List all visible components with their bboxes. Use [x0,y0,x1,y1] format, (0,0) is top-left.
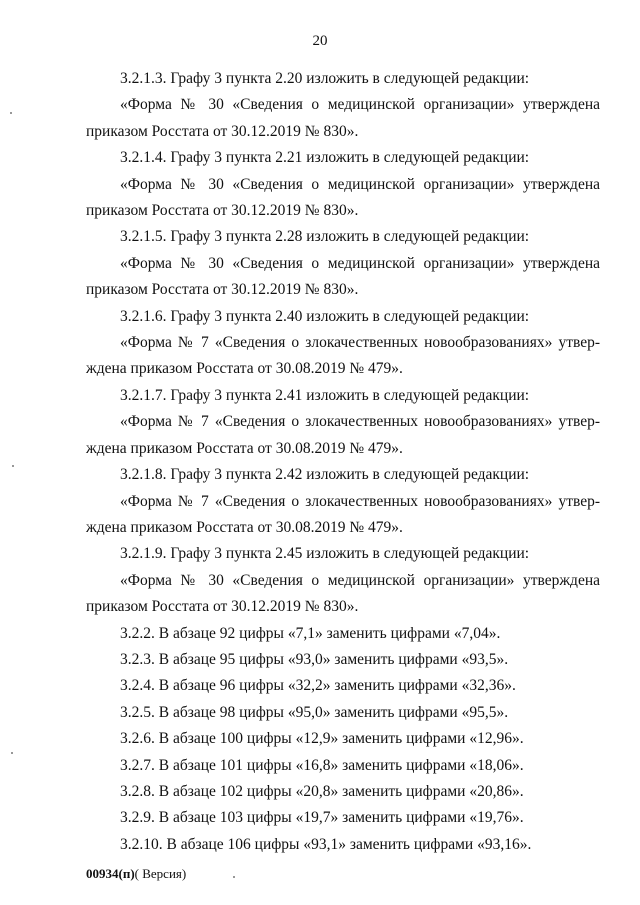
scan-speck [10,112,12,114]
paragraph: 3.2.3. В абзаце 95 цифры «93,0» заменить цифрами «93,5». [120,650,509,668]
paragraph: 3.2.1.4. Графу 3 пункта 2.21 изложить в следующей редакции: [120,149,530,167]
paragraph: «Форма № 7 «Сведения о злокачественных новообразованиях» утверждена приказом Росстата от 30.08.2019 № 479». [86,492,600,536]
paragraph: 3.2.1.7. Графу 3 пункта 2.41 изложить в следующей редакции: [120,386,530,404]
scan-speck [11,752,13,754]
document-version: ( Версия) [134,866,187,881]
paragraph: 3.2.7. В абзаце 101 цифры «16,8» заменить цифрами «18,06». [120,756,524,774]
paragraph: «Форма № 30 «Сведения о медицинской организации» утверждена приказом Росстата от 30.12.2019 № 830». [86,571,600,616]
paragraph: 3.2.6. В абзаце 100 цифры «12,9» заменить цифрами «12,96». [120,730,524,748]
page-number: 20 [312,33,328,49]
document-code: 00934(п) [86,866,135,881]
paragraph: 3.2.1.8. Графу 3 пункта 2.42 изложить в следующей редакции: [120,466,530,484]
paragraph: 3.2.9. В абзаце 103 цифры «19,7» заменить цифрами «19,76». [120,809,524,827]
paragraph: 3.2.10. В абзаце 106 цифры «93,1» заменить цифрами «93,16». [120,835,532,853]
scan-speck [12,465,14,467]
paragraph: 3.2.8. В абзаце 102 цифры «20,8» заменить цифрами «20,86». [120,782,524,800]
paragraph: 3.2.2. В абзаце 92 цифры «7,1» заменить цифрами «7,04». [120,624,501,642]
paragraph: «Форма № 7 «Сведения о злокачественных новообразованиях» утверждена приказом Росстата от 30.08.2019 № 479». [86,413,600,457]
paragraph: 3.2.1.6. Графу 3 пункта 2.40 изложить в следующей редакции: [120,307,530,325]
paragraph: 3.2.4. В абзаце 96 цифры «32,2» заменить цифрами «32,36». [120,677,516,695]
document-footer [86,866,186,882]
paragraph: «Форма № 30 «Сведения о медицинской организации» утверждена приказом Росстата от 30.12.2019 № 830». [86,175,600,220]
paragraph: 3.2.1.3. Графу 3 пункта 2.20 изложить в следующей редакции: [120,70,530,87]
paragraph: 3.2.5. В абзаце 98 цифры «95,0» заменить цифрами «95,5». [120,703,509,721]
paragraph: 3.2.1.5. Графу 3 пункта 2.28 изложить в следующей редакции: [120,228,530,246]
scan-speck [233,876,235,878]
paragraph: «Форма № 30 «Сведения о медицинской организации» утверждена приказом Росстата от 30.12.2019 № 830». [86,96,600,140]
paragraph: 3.2.1.9. Графу 3 пункта 2.45 изложить в следующей редакции: [120,545,530,563]
paragraph: «Форма № 7 «Сведения о злокачественных новообразованиях» утверждена приказом Росстата от 30.08.2019 № 479». [86,334,600,378]
document-body [86,66,600,858]
paragraph: «Форма № 30 «Сведения о медицинской организации» утверждена приказом Росстата от 30.12.2019 № 830». [86,254,600,299]
